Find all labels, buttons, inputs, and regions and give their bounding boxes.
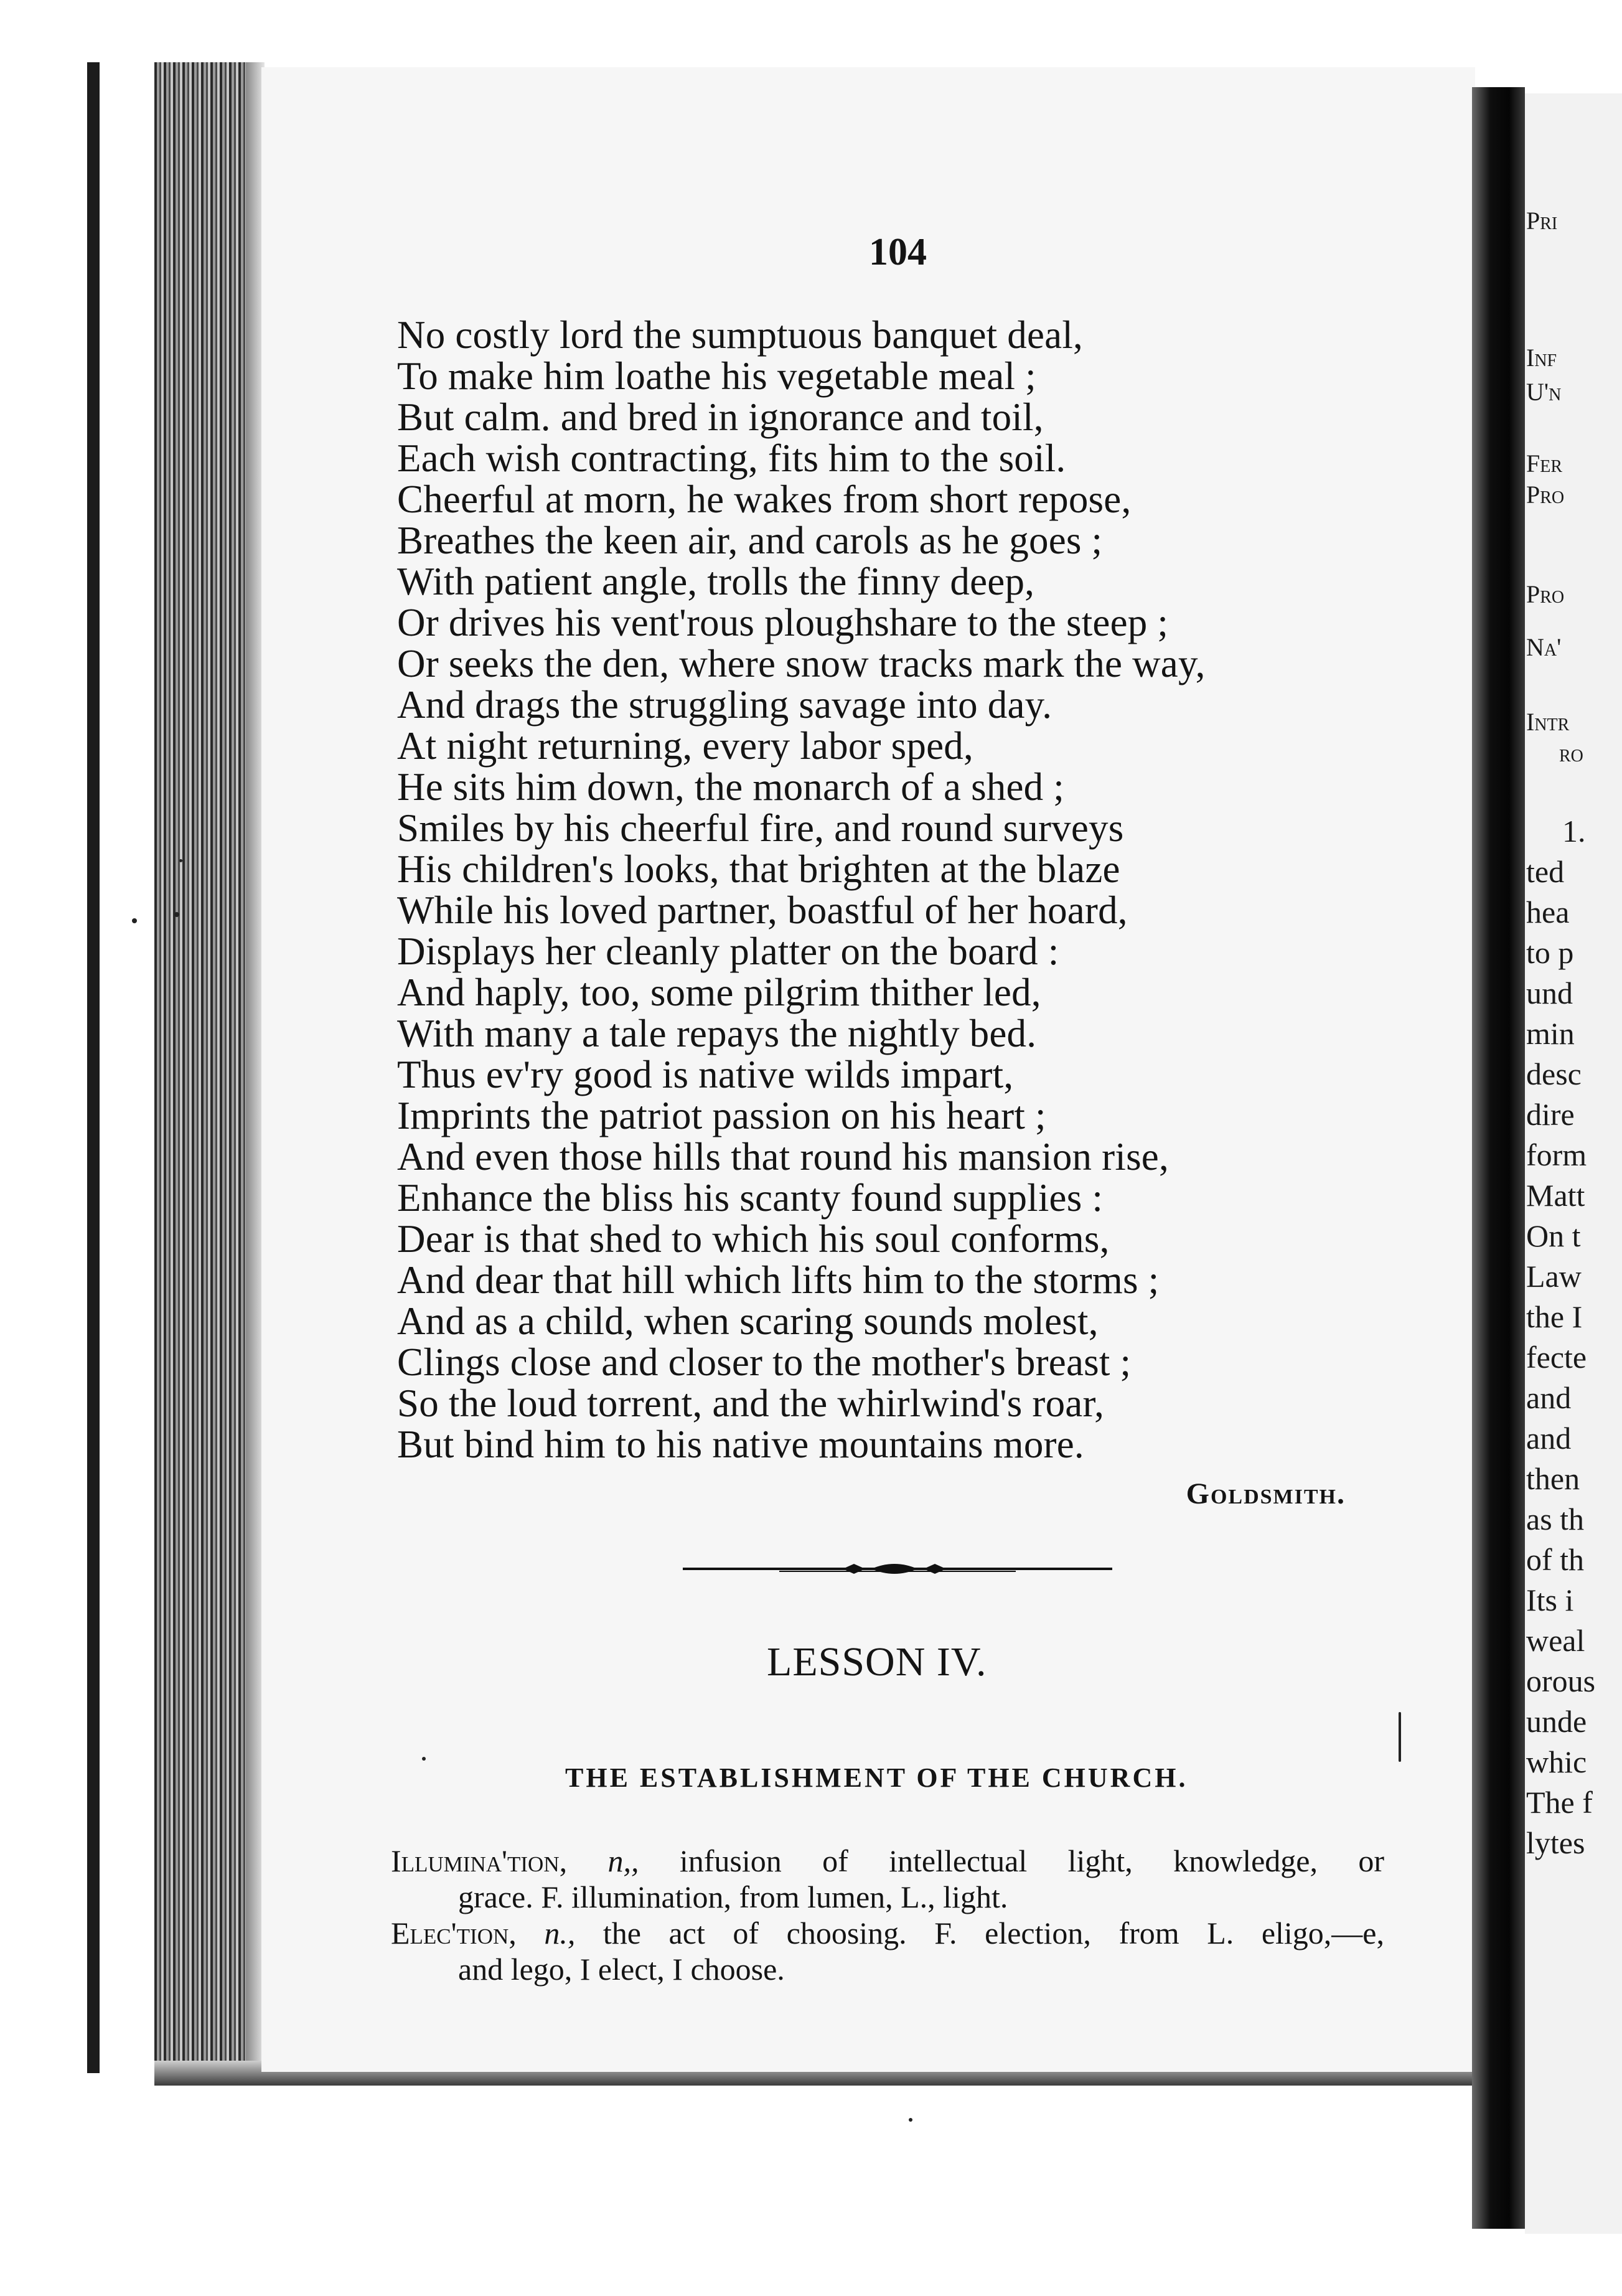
page-number: 104: [869, 231, 927, 273]
book-spine: [1472, 87, 1525, 2229]
vocab-etymology: grace. F. illumination, from lumen, L., light.: [458, 1880, 1008, 1914]
right-page-fragment: fecte: [1526, 1340, 1587, 1375]
vocab-definition: the act of choosing. F. election, from L. eligo,—e,: [575, 1916, 1384, 1950]
poem-line: Each wish contracting, fits him to the soil.: [397, 436, 1066, 480]
right-page-fragment: the I: [1526, 1299, 1583, 1334]
book-edge-left: [87, 62, 100, 2073]
poem-line: Displays her cleanly platter on the board :: [397, 929, 1059, 973]
right-page-fragment: ro: [1559, 739, 1583, 767]
right-page-fragment: Inf: [1526, 344, 1557, 372]
print-speck: [179, 859, 182, 862]
poem-line: Dear is that shed to which his soul conforms,: [397, 1217, 1110, 1261]
print-speck: [132, 918, 137, 923]
poem-line: And haply, too, some pilgrim thither led,: [397, 971, 1041, 1014]
poem-line: But calm. and bred in ignorance and toil,: [397, 395, 1044, 439]
poem-line: Enhance the bliss his scanty found supplies :: [397, 1176, 1104, 1220]
lesson-subtitle: THE ESTABLISHMENT OF THE CHURCH.: [565, 1762, 1188, 1793]
right-page-fragment: Matt: [1526, 1178, 1585, 1213]
right-page-fragment: U'n: [1526, 378, 1562, 406]
right-page-fragment: Its i: [1526, 1583, 1574, 1617]
vocab-line: [391, 1843, 1384, 1879]
vocab-pos: n,,: [607, 1843, 639, 1878]
poem-line: With patient angle, trolls the finny deep,: [397, 560, 1035, 603]
right-page: [1525, 93, 1622, 2234]
poem-line: So the loud torrent, and the whirlwind's roar,: [397, 1381, 1105, 1425]
right-page-fragment: 1.: [1562, 814, 1586, 849]
right-page-fragment: unde: [1526, 1704, 1587, 1739]
print-speck: [174, 912, 179, 917]
poem-author: Goldsmith.: [1186, 1477, 1346, 1510]
vocab-pos: n.,: [544, 1916, 576, 1950]
poem-line: Imprints the patriot passion on his heart ;: [397, 1094, 1046, 1137]
poem-line: Smiles by his cheerful fire, and round surveys: [397, 806, 1124, 850]
right-page-fragment: Pro: [1526, 481, 1565, 509]
right-page-fragment: as th: [1526, 1502, 1585, 1536]
right-page-fragment: und: [1526, 976, 1573, 1010]
poem-line: And as a child, when scaring sounds molest,: [397, 1299, 1099, 1343]
poem-line: Or seeks the den, where snow tracks mark the way,: [397, 642, 1206, 685]
right-page-fragment: Na': [1526, 633, 1562, 661]
poem-line: And dear that hill which lifts him to the storms ;: [397, 1258, 1160, 1302]
poem-line: Breathes the keen air, and carols as he goes ;: [397, 519, 1103, 562]
right-page-fragment: form: [1526, 1137, 1587, 1172]
right-page-fragment: hea: [1526, 895, 1570, 929]
poem: [397, 314, 1206, 1465]
right-page-fragment: The f: [1526, 1785, 1593, 1820]
vocab-line: [391, 1915, 1384, 1951]
poem-line: He sits him down, the monarch of a shed ;: [397, 765, 1065, 809]
poem-line: Cheerful at morn, he wakes from short repose,: [397, 478, 1132, 521]
right-page-fragment: orous: [1526, 1663, 1596, 1698]
right-page-fragment: to p: [1526, 935, 1574, 970]
right-page-fragment: of th: [1526, 1542, 1585, 1577]
vocab-entry: [391, 1915, 1384, 1987]
poem-line: While his loved partner, boastful of her hoard,: [397, 888, 1128, 932]
right-page-fragment: min: [1526, 1016, 1575, 1051]
poem-line: To make him loathe his vegetable meal ;: [397, 354, 1036, 398]
poem-line: Thus ev'ry good is native wilds impart,: [397, 1053, 1014, 1096]
print-mark: [1399, 1712, 1401, 1762]
poem-line: Clings close and closer to the mother's breast ;: [397, 1340, 1132, 1384]
vocab-word: Elec'tion,: [391, 1916, 517, 1950]
print-speck: [422, 1757, 426, 1761]
poem-line: No costly lord the sumptuous banquet deal,: [397, 313, 1083, 357]
right-page-fragment: Law: [1526, 1259, 1582, 1294]
ornament-divider: [680, 1556, 1115, 1581]
poem-line: And even those hills that round his mansion rise,: [397, 1135, 1169, 1179]
page-edges-stack: [154, 62, 254, 2079]
right-page-fragment: dire: [1526, 1097, 1575, 1132]
vocab-entry: [391, 1843, 1384, 1915]
right-page-fragment: desc: [1526, 1056, 1582, 1091]
print-speck: [909, 2118, 912, 2122]
vocab-definition: infusion of intellectual light, knowledge, or: [639, 1843, 1384, 1878]
poem-line: But bind him to his native mountains more.: [397, 1423, 1084, 1466]
right-page-fragment: Intr: [1526, 708, 1570, 736]
poem-line: At night returning, every labor sped,: [397, 724, 973, 768]
vocab-word: Illumina'tion,: [391, 1843, 568, 1878]
poem-line: His children's looks, that brighten at the blaze: [397, 847, 1120, 891]
lesson-title: LESSON IV.: [767, 1639, 987, 1685]
vocab-etymology: and lego, I elect, I choose.: [458, 1952, 785, 1987]
right-page-fragment: Pri: [1526, 207, 1558, 235]
right-page-fragment: whic: [1526, 1744, 1587, 1779]
right-page-fragment: lytes: [1526, 1825, 1585, 1860]
right-page-fragment: ted: [1526, 854, 1565, 889]
poem-line: And drags the struggling savage into day.: [397, 683, 1052, 727]
right-page-fragment: and: [1526, 1421, 1572, 1456]
right-page-fragment: On t: [1526, 1218, 1581, 1253]
right-page-fragment: Pro: [1526, 580, 1565, 608]
right-page-fragment: weal: [1526, 1623, 1585, 1658]
poem-line: With many a tale repays the nightly bed.: [397, 1012, 1037, 1055]
poem-line: Or drives his vent'rous ploughshare to the steep ;: [397, 601, 1169, 644]
right-page-fragment: Fer: [1526, 449, 1563, 478]
right-page-fragment: and: [1526, 1380, 1572, 1415]
right-page-fragment: then: [1526, 1461, 1580, 1496]
